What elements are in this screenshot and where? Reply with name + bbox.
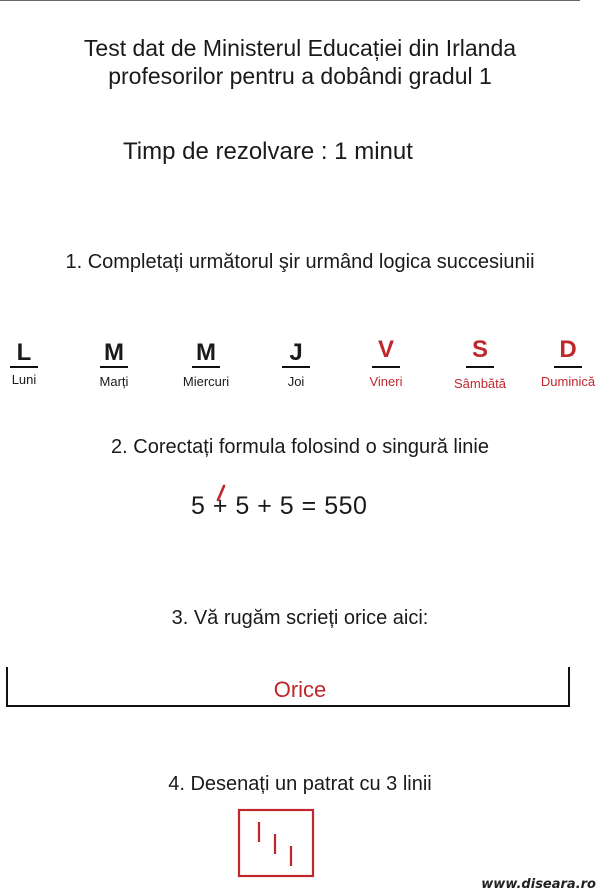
day-underline	[554, 366, 582, 368]
correction-stroke-icon	[215, 484, 229, 508]
square-drawing-icon	[237, 808, 317, 878]
day-underline	[372, 366, 400, 368]
day-sambata	[445, 337, 515, 391]
question-4: 4. Desenați un patrat cu 3 linii	[168, 773, 432, 795]
formula-start: 5	[191, 492, 213, 520]
day-miercuri	[171, 340, 241, 389]
day-name: Vineri	[369, 374, 403, 389]
day-name: Sâmbătă	[453, 376, 507, 391]
day-name: Joi	[287, 374, 305, 389]
formula	[191, 492, 367, 521]
day-letter: L	[16, 339, 32, 366]
title-line-1: Test dat de Ministerul Educației din Irlanda	[83, 35, 517, 61]
time-limit: Timp de rezolvare : 1 minut	[123, 138, 413, 165]
watermark: www.diseara.ro	[481, 877, 596, 892]
formula-plus-corrected	[213, 492, 228, 521]
day-underline	[10, 366, 38, 368]
day-name: Miercuri	[182, 374, 230, 389]
answer-text: Orice	[273, 677, 327, 702]
day-underline	[192, 366, 220, 368]
day-underline	[100, 366, 128, 368]
title-line-2: profesorilor pentru a dobândi gradul 1	[108, 63, 492, 89]
formula-rest: 5 + 5 = 550	[227, 492, 368, 520]
day-marti	[79, 340, 149, 389]
day-name: Duminică	[540, 374, 596, 389]
page-title	[0, 34, 600, 90]
day-letter: M	[104, 339, 124, 366]
day-name: Luni	[11, 372, 37, 387]
question-2: 2. Corectați formula folosind o singură linie	[111, 436, 489, 458]
formula-plus: +	[212, 492, 228, 520]
day-duminica	[533, 337, 600, 389]
day-letter: D	[559, 336, 577, 363]
day-underline	[282, 366, 310, 368]
question-1: 1. Completați următorul şir urmând logica succesiunii	[65, 251, 535, 273]
top-rule	[0, 0, 580, 1]
day-vineri	[351, 337, 421, 389]
question-3: 3. Vă rugăm scrieți orice aici:	[171, 607, 429, 629]
day-letter: V	[377, 336, 394, 363]
day-letter: J	[289, 339, 303, 366]
day-luni	[0, 340, 59, 387]
day-joi	[261, 340, 331, 389]
day-letter: M	[196, 339, 216, 366]
day-underline	[466, 366, 494, 368]
day-name: Marți	[99, 374, 129, 389]
day-letter: S	[471, 336, 488, 363]
